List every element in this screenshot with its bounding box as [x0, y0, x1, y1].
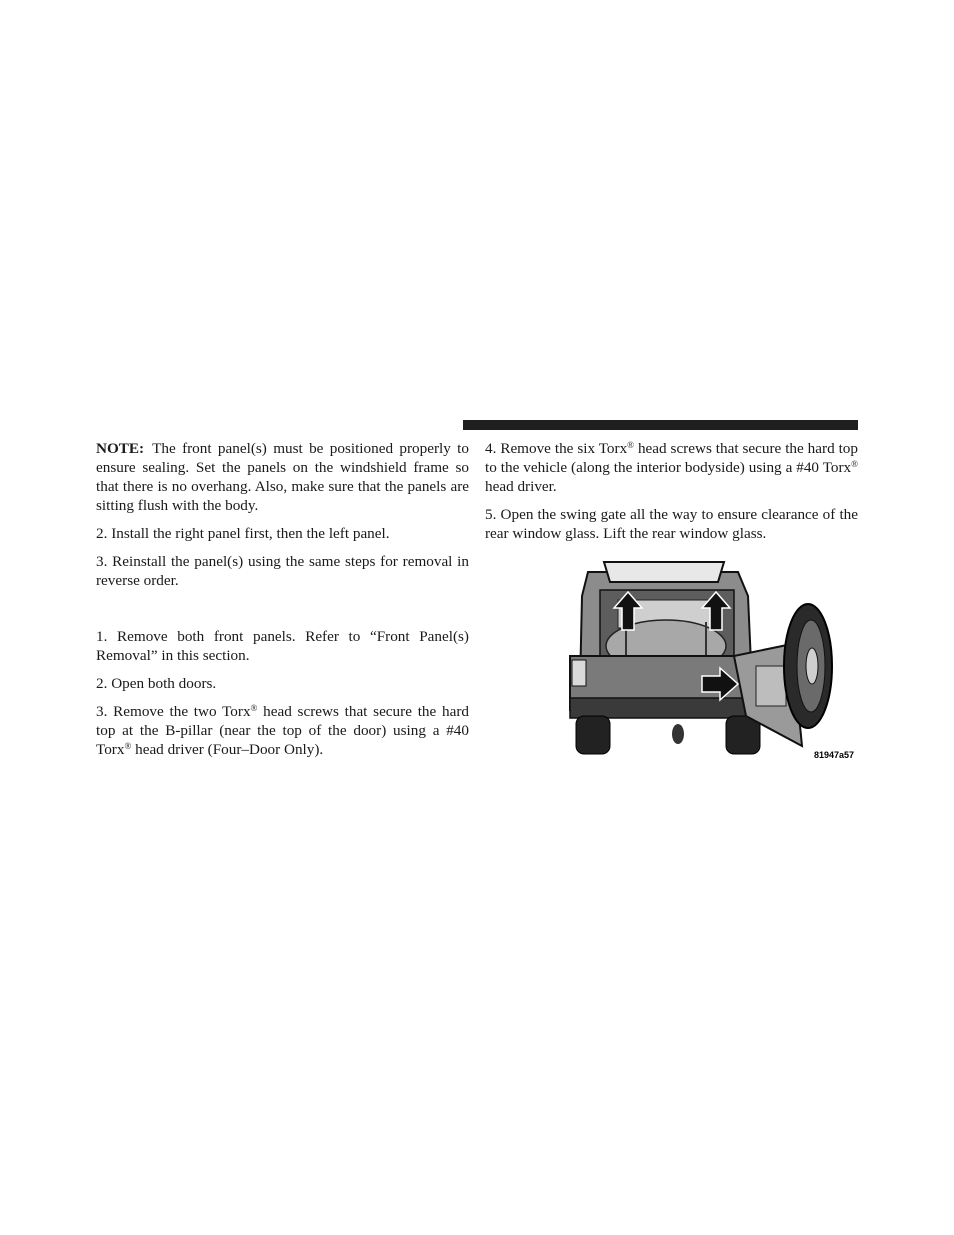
step-4: 4. Remove the six Torx® head screws that secure the hard top to the vehicle (along the interior bodyside) using a #40 Torx® head driver.	[485, 440, 858, 495]
jeep-rear-drawing	[566, 556, 858, 762]
vehicle-rear-illustration	[566, 556, 858, 762]
removal-step-2: 2. Open both doors.	[96, 675, 217, 692]
section-header-bar	[463, 420, 858, 430]
removal-step-3: 3. Remove the two Torx® head screws that secure the hard top at the B-pillar (near the top of the door) using a #40 Torx® head driver (Four–Door Only).	[96, 703, 469, 758]
registered-mark: ®	[627, 440, 635, 450]
step-5: 5. Open the swing gate all the way to ensure clearance of the rear window glass. Lift the rear window glass.	[485, 506, 858, 542]
note-paragraph	[96, 439, 469, 515]
left-column	[96, 439, 469, 768]
note-label: NOTE:	[96, 440, 145, 457]
note-text: The front panel(s) must be positioned properly to ensure sealing. Set the panels on the windshield frame so that there is no overhang. Also, make sure that the panels are sitting flush with the body.	[96, 440, 469, 514]
removal-step-1: 1. Remove both front panels. Refer to “Front Panel(s) Removal” in this section.	[96, 628, 469, 664]
registered-mark: ®	[124, 741, 132, 751]
step-3: 3. Reinstall the panel(s) using the same steps for removal in reverse order.	[96, 553, 469, 589]
registered-mark: ®	[250, 703, 258, 713]
registered-mark: ®	[851, 459, 858, 469]
figure-id: 81947a57	[813, 750, 854, 760]
step-2: 2. Install the right panel first, then the left panel.	[96, 525, 390, 542]
right-column	[485, 439, 858, 552]
